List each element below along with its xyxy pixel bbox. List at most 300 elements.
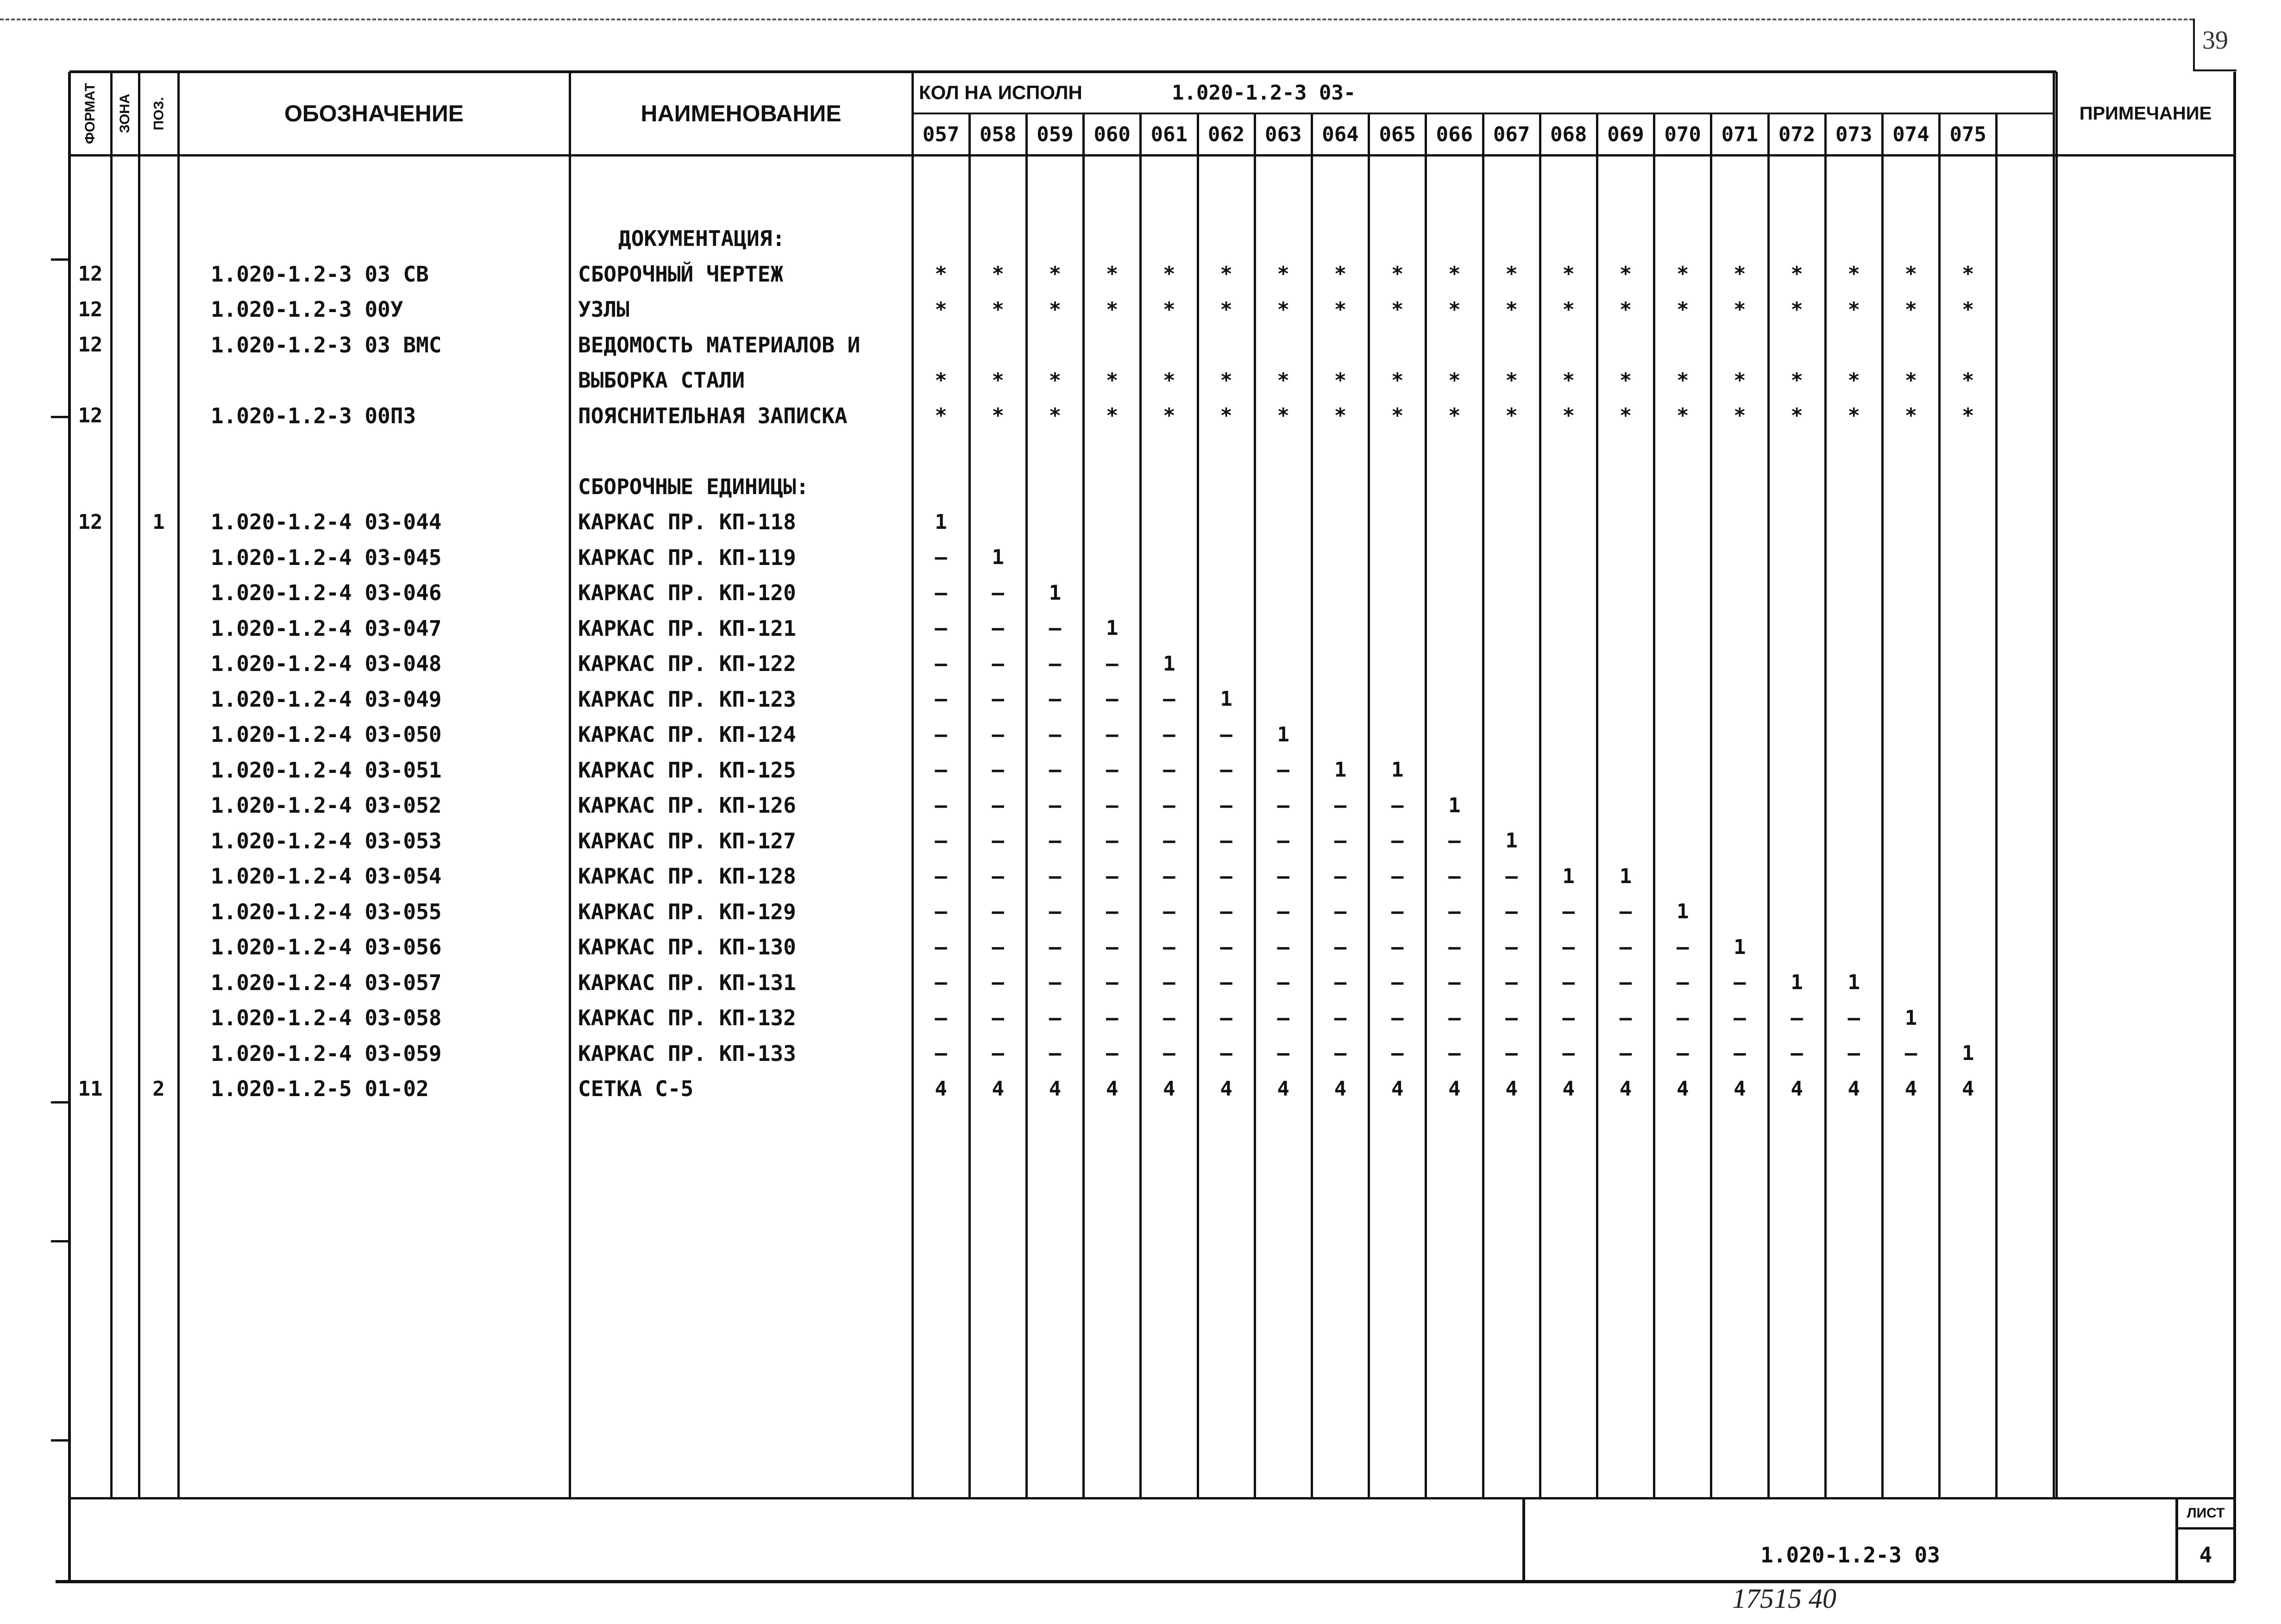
qty-cell-073: 4	[1847, 1077, 1860, 1101]
qty-cell-068: *	[1562, 404, 1575, 427]
qty-cell-062: –	[1220, 864, 1232, 888]
binding-tick	[51, 1101, 69, 1104]
qty-cell-067: –	[1505, 1006, 1518, 1030]
qty-cell-072: *	[1791, 404, 1803, 427]
qty-cell-069: 4	[1619, 1077, 1632, 1101]
qty-cell-066: 4	[1448, 1077, 1461, 1101]
row-name: КАРКАС ПР. КП-131	[578, 970, 796, 995]
column-rule	[2053, 72, 2055, 1498]
qty-cell-060: *	[1106, 297, 1119, 321]
qty-cell-061: –	[1163, 1006, 1175, 1030]
row-designation: 1.020-1.2-4 03-057	[211, 970, 442, 995]
header-note: ПРИМЕЧАНИЕ	[2079, 103, 2212, 124]
qty-cell-071: 1	[1734, 935, 1746, 959]
qty-cell-067: 4	[1505, 1077, 1518, 1101]
qty-cell-058: *	[992, 404, 1005, 427]
qty-cell-062: 1	[1220, 687, 1232, 711]
row-format: 12	[78, 404, 103, 427]
qty-cell-058: –	[992, 1041, 1005, 1065]
header-name: НАИМЕНОВАНИЕ	[641, 100, 842, 126]
row-name: КАРКАС ПР. КП-132	[578, 1005, 796, 1030]
row-designation: 1.020-1.2-3 00У	[211, 297, 403, 322]
qty-cell-057: *	[935, 404, 947, 427]
qty-cell-057: –	[935, 652, 947, 676]
qty-cell-063: *	[1277, 262, 1290, 286]
qty-cell-058: –	[992, 1006, 1005, 1030]
qty-cell-066: –	[1448, 971, 1461, 994]
row-designation: 1.020-1.2-4 03-055	[211, 899, 442, 924]
qty-cell-073: *	[1847, 404, 1860, 427]
qty-cell-070: *	[1676, 297, 1689, 321]
qty-cell-070: *	[1676, 368, 1689, 392]
variant-060: 060	[1093, 122, 1131, 146]
qty-cell-060: –	[1106, 722, 1119, 746]
binding-tick	[51, 258, 69, 261]
qty-cell-067: *	[1505, 262, 1518, 286]
variant-070: 070	[1664, 122, 1701, 146]
qty-cell-064: –	[1334, 793, 1347, 817]
qty-cell-070: –	[1676, 971, 1689, 994]
header-format: ФОРМАТ	[82, 82, 98, 144]
qty-cell-065: –	[1391, 793, 1404, 817]
row-name: КАРКАС ПР. КП-127	[578, 828, 796, 853]
qty-cell-059: *	[1049, 404, 1062, 427]
qty-cell-065: *	[1391, 297, 1404, 321]
variant-068: 068	[1550, 122, 1587, 146]
row-position: 1	[152, 510, 165, 534]
body-bottom-border	[69, 1497, 2235, 1499]
qty-cell-063: –	[1277, 935, 1290, 959]
qty-cell-060: –	[1106, 1006, 1119, 1030]
qty-cell-071: –	[1734, 971, 1746, 994]
qty-cell-058: *	[992, 262, 1005, 286]
qty-cell-057: –	[935, 616, 947, 640]
top-trim-line	[0, 19, 2193, 20]
qty-cell-072: 4	[1791, 1077, 1803, 1101]
variant-064: 064	[1322, 122, 1359, 146]
row-name: КАРКАС ПР. КП-119	[578, 545, 796, 570]
qty-cell-060: –	[1106, 793, 1119, 817]
qty-cell-061: *	[1163, 368, 1175, 392]
qty-cell-067: –	[1505, 971, 1518, 994]
qty-cell-067: 1	[1505, 829, 1518, 853]
row-name: КАРКАС ПР. КП-118	[578, 509, 796, 534]
qty-cell-073: *	[1847, 368, 1860, 392]
qty-cell-058: –	[992, 935, 1005, 959]
qty-cell-059: –	[1049, 616, 1062, 640]
qty-cell-074: *	[1904, 297, 1917, 321]
qty-cell-073: –	[1847, 1006, 1860, 1030]
qty-cell-060: *	[1106, 368, 1119, 392]
variant-069: 069	[1607, 122, 1644, 146]
qty-cell-070: *	[1676, 404, 1689, 427]
row-name: КАРКАС ПР. КП-130	[578, 934, 796, 959]
qty-cell-061: –	[1163, 935, 1175, 959]
qty-cell-069: *	[1619, 262, 1632, 286]
qty-cell-062: –	[1220, 793, 1232, 817]
qty-cell-065: –	[1391, 1041, 1404, 1065]
qty-cell-069: *	[1619, 404, 1632, 427]
qty-cell-065: *	[1391, 404, 1404, 427]
qty-cell-065: –	[1391, 935, 1404, 959]
row-name: КАРКАС ПР. КП-133	[578, 1041, 796, 1066]
row-designation: 1.020-1.2-4 03-059	[211, 1041, 442, 1066]
qty-cell-065: 1	[1391, 758, 1404, 782]
qty-cell-059: *	[1049, 262, 1062, 286]
qty-cell-071: *	[1734, 297, 1746, 321]
qty-cell-058: –	[992, 793, 1005, 817]
qty-cell-068: *	[1562, 368, 1575, 392]
header-zone: ЗОНА	[117, 94, 132, 133]
qty-cell-065: 4	[1391, 1077, 1404, 1101]
header-designation: ОБОЗНАЧЕНИЕ	[284, 100, 464, 126]
variant-072: 072	[1778, 122, 1816, 146]
row-name: ВЕДОМОСТЬ МАТЕРИАЛОВ И	[578, 332, 861, 357]
qty-cell-069: –	[1619, 1006, 1632, 1030]
row-format: 12	[78, 297, 103, 321]
qty-cell-064: –	[1334, 935, 1347, 959]
qty-cell-064: *	[1334, 368, 1347, 392]
qty-cell-070: –	[1676, 1041, 1689, 1065]
qty-cell-057: –	[935, 971, 947, 994]
qty-cell-063: –	[1277, 758, 1290, 782]
qty-cell-058: –	[992, 900, 1005, 923]
qty-cell-064: *	[1334, 404, 1347, 427]
qty-cell-061: –	[1163, 864, 1175, 888]
qty-cell-060: –	[1106, 864, 1119, 888]
qty-cell-075: 1	[1961, 1041, 1974, 1065]
qty-cell-060: –	[1106, 829, 1119, 853]
qty-cell-066: –	[1448, 935, 1461, 959]
qty-cell-074: 4	[1904, 1077, 1917, 1101]
qty-cell-058: –	[992, 829, 1005, 853]
qty-cell-066: –	[1448, 900, 1461, 923]
qty-cell-061: 1	[1163, 652, 1175, 676]
qty-cell-067: –	[1505, 900, 1518, 923]
row-name: КАРКАС ПР. КП-120	[578, 580, 796, 605]
row-name: ДОКУМЕНТАЦИЯ:	[618, 226, 785, 251]
row-name: УЗЛЫ	[578, 297, 629, 322]
qty-cell-057: –	[935, 581, 947, 605]
qty-cell-062: *	[1220, 262, 1232, 286]
qty-cell-059: –	[1049, 864, 1062, 888]
qty-cell-057: –	[935, 687, 947, 711]
qty-cell-059: –	[1049, 1006, 1062, 1030]
qty-cell-058: 4	[992, 1077, 1005, 1101]
qty-cell-068: –	[1562, 1006, 1575, 1030]
qty-cell-058: –	[992, 581, 1005, 605]
qty-cell-063: –	[1277, 864, 1290, 888]
qty-cell-070: *	[1676, 262, 1689, 286]
qty-cell-057: –	[935, 1006, 947, 1030]
qty-cell-071: –	[1734, 1006, 1746, 1030]
qty-cell-062: –	[1220, 1006, 1232, 1030]
row-designation: 1.020-1.2-3 00ПЗ	[211, 403, 416, 428]
qty-cell-073: *	[1847, 262, 1860, 286]
qty-cell-074: *	[1904, 368, 1917, 392]
qty-cell-057: –	[935, 900, 947, 923]
row-designation: 1.020-1.2-4 03-049	[211, 686, 442, 712]
qty-cell-064: 4	[1334, 1077, 1347, 1101]
qty-cell-059: –	[1049, 793, 1062, 817]
qty-cell-075: *	[1961, 262, 1974, 286]
qty-cell-058: –	[992, 758, 1005, 782]
qty-cell-063: 4	[1277, 1077, 1290, 1101]
row-format: 12	[78, 262, 103, 286]
qty-cell-057: –	[935, 935, 947, 959]
row-name: КАРКАС ПР. КП-122	[578, 651, 796, 676]
row-designation: 1.020-1.2-4 03-050	[211, 722, 442, 747]
variant-065: 065	[1379, 122, 1416, 146]
qty-cell-057: *	[935, 262, 947, 286]
variant-059: 059	[1037, 122, 1074, 146]
qty-cell-059: 4	[1049, 1077, 1062, 1101]
qty-cell-063: –	[1277, 829, 1290, 853]
qty-cell-061: 4	[1163, 1077, 1175, 1101]
qty-cell-057: 4	[935, 1077, 947, 1101]
qty-cell-069: –	[1619, 1041, 1632, 1065]
qty-cell-066: *	[1448, 368, 1461, 392]
qty-cell-068: –	[1562, 1041, 1575, 1065]
qty-cell-068: 4	[1562, 1077, 1575, 1101]
qty-cell-057: *	[935, 368, 947, 392]
row-designation: 1.020-1.2-3 03 ВМС	[211, 332, 442, 357]
qty-cell-059: –	[1049, 935, 1062, 959]
qty-cell-063: –	[1277, 971, 1290, 994]
qty-cell-062: –	[1220, 829, 1232, 853]
page-number: 39	[2202, 26, 2228, 55]
qty-cell-058: *	[992, 368, 1005, 392]
qty-cell-057: –	[935, 1041, 947, 1065]
frame-right-border	[2233, 72, 2236, 1581]
header-qty-doc: 1.020-1.2-3 03-	[1172, 81, 1356, 105]
qty-cell-075: *	[1961, 368, 1974, 392]
qty-cell-067: –	[1505, 935, 1518, 959]
qty-cell-062: –	[1220, 1041, 1232, 1065]
qty-cell-067: *	[1505, 297, 1518, 321]
qty-cell-060: *	[1106, 404, 1119, 427]
qty-cell-068: *	[1562, 262, 1575, 286]
row-name: СЕТКА С-5	[578, 1076, 694, 1101]
qty-cell-062: –	[1220, 758, 1232, 782]
qty-cell-059: –	[1049, 829, 1062, 853]
row-designation: 1.020-1.2-4 03-051	[211, 757, 442, 783]
row-designation: 1.020-1.2-3 03 СВ	[211, 261, 429, 287]
qty-cell-057: –	[935, 793, 947, 817]
qty-cell-073: *	[1847, 297, 1860, 321]
row-designation: 1.020-1.2-4 03-047	[211, 615, 442, 641]
qty-cell-062: –	[1220, 722, 1232, 746]
qty-cell-065: –	[1391, 1006, 1404, 1030]
qty-cell-068: 1	[1562, 864, 1575, 888]
qty-cell-066: –	[1448, 1006, 1461, 1030]
qty-cell-061: *	[1163, 404, 1175, 427]
binding-tick	[51, 1439, 69, 1442]
qty-cell-069: –	[1619, 900, 1632, 923]
qty-cell-063: *	[1277, 404, 1290, 427]
handwritten-note: 17515 40	[1732, 1583, 1836, 1614]
qty-cell-072: 1	[1791, 971, 1803, 994]
row-designation: 1.020-1.2-4 03-054	[211, 864, 442, 889]
qty-cell-068: –	[1562, 900, 1575, 923]
qty-cell-057: –	[935, 758, 947, 782]
qty-cell-059: –	[1049, 900, 1062, 923]
row-designation: 1.020-1.2-4 03-048	[211, 651, 442, 676]
qty-cell-065: *	[1391, 262, 1404, 286]
qty-cell-060: –	[1106, 758, 1119, 782]
variant-066: 066	[1436, 122, 1473, 146]
variant-071: 071	[1721, 122, 1759, 146]
qty-cell-071: –	[1734, 1041, 1746, 1065]
qty-cell-059: *	[1049, 368, 1062, 392]
qty-cell-065: *	[1391, 368, 1404, 392]
qty-cell-061: –	[1163, 1041, 1175, 1065]
row-name: ПОЯСНИТЕЛЬНАЯ ЗАПИСКА	[578, 403, 848, 428]
qty-cell-064: 1	[1334, 758, 1347, 782]
qty-cell-063: –	[1277, 1006, 1290, 1030]
qty-cell-065: –	[1391, 864, 1404, 888]
qty-cell-062: 4	[1220, 1077, 1232, 1101]
variant-075: 075	[1949, 122, 1986, 146]
qty-cell-067: –	[1505, 1041, 1518, 1065]
qty-cell-064: –	[1334, 864, 1347, 888]
qty-cell-059: 1	[1049, 581, 1062, 605]
qty-cell-071: *	[1734, 262, 1746, 286]
qty-cell-067: *	[1505, 404, 1518, 427]
qty-cell-060: 4	[1106, 1077, 1119, 1101]
qty-cell-066: *	[1448, 262, 1461, 286]
qty-cell-069: *	[1619, 368, 1632, 392]
qty-cell-067: –	[1505, 864, 1518, 888]
qty-cell-065: –	[1391, 971, 1404, 994]
qty-cell-064: *	[1334, 297, 1347, 321]
qty-cell-071: 4	[1734, 1077, 1746, 1101]
qty-cell-068: –	[1562, 935, 1575, 959]
qty-cell-064: –	[1334, 900, 1347, 923]
qty-cell-057: –	[935, 722, 947, 746]
qty-cell-072: *	[1791, 262, 1803, 286]
row-designation: 1.020-1.2-4 03-052	[211, 793, 442, 818]
qty-cell-060: *	[1106, 262, 1119, 286]
qty-cell-070: 1	[1676, 900, 1689, 923]
qty-cell-058: –	[992, 971, 1005, 994]
qty-cell-068: –	[1562, 971, 1575, 994]
qty-cell-058: *	[992, 297, 1005, 321]
qty-cell-062: –	[1220, 900, 1232, 923]
qty-cell-062: *	[1220, 404, 1232, 427]
column-rule	[177, 72, 180, 1498]
row-position: 2	[152, 1077, 165, 1101]
variant-073: 073	[1835, 122, 1873, 146]
note-column-rule	[2055, 72, 2058, 1498]
document-code: 1.020-1.2-3 03	[1760, 1542, 1940, 1568]
qty-cell-061: –	[1163, 900, 1175, 923]
qty-cell-058: –	[992, 616, 1005, 640]
row-name: КАРКАС ПР. КП-124	[578, 722, 796, 747]
qty-cell-060: –	[1106, 935, 1119, 959]
qty-cell-060: –	[1106, 1041, 1119, 1065]
binding-tick	[51, 416, 69, 418]
qty-cell-070: 4	[1676, 1077, 1689, 1101]
row-name: СБОРОЧНЫЕ ЕДИНИЦЫ:	[578, 474, 809, 499]
qty-cell-073: –	[1847, 1041, 1860, 1065]
qty-cell-058: –	[992, 722, 1005, 746]
qty-cell-075: *	[1961, 297, 1974, 321]
sheet-label: ЛИСТ	[2187, 1505, 2225, 1521]
variant-062: 062	[1207, 122, 1245, 146]
qty-cell-059: –	[1049, 1041, 1062, 1065]
qty-cell-065: –	[1391, 829, 1404, 853]
qty-cell-071: *	[1734, 368, 1746, 392]
row-name: КАРКАС ПР. КП-126	[578, 793, 796, 818]
qty-cell-075: *	[1961, 404, 1974, 427]
qty-cell-074: 1	[1904, 1006, 1917, 1030]
qty-cell-061: –	[1163, 758, 1175, 782]
row-designation: 1.020-1.2-4 03-046	[211, 580, 442, 605]
sheet-number: 4	[2199, 1542, 2212, 1568]
column-rule	[569, 72, 571, 1498]
qty-cell-060: –	[1106, 900, 1119, 923]
row-designation: 1.020-1.2-5 01-02	[211, 1076, 429, 1101]
qty-cell-063: *	[1277, 297, 1290, 321]
qty-cell-066: –	[1448, 864, 1461, 888]
qty-cell-073: 1	[1847, 971, 1860, 994]
qty-cell-060: 1	[1106, 616, 1119, 640]
row-name: КАРКАС ПР. КП-125	[578, 757, 796, 783]
qty-cell-070: –	[1676, 1006, 1689, 1030]
qty-cell-059: –	[1049, 687, 1062, 711]
qty-cell-074: –	[1904, 1041, 1917, 1065]
qty-cell-058: –	[992, 652, 1005, 676]
qty-cell-059: –	[1049, 652, 1062, 676]
qty-cell-062: *	[1220, 297, 1232, 321]
qty-cell-061: –	[1163, 793, 1175, 817]
qty-cell-072: *	[1791, 368, 1803, 392]
qty-cell-058: –	[992, 864, 1005, 888]
qty-cell-066: 1	[1448, 793, 1461, 817]
qty-cell-069: –	[1619, 935, 1632, 959]
variant-074: 074	[1892, 122, 1929, 146]
qty-cell-066: *	[1448, 404, 1461, 427]
variant-067: 067	[1493, 122, 1530, 146]
binding-tick	[51, 1240, 69, 1242]
qty-cell-061: –	[1163, 722, 1175, 746]
qty-cell-068: *	[1562, 297, 1575, 321]
row-name: КАРКАС ПР. КП-129	[578, 899, 796, 924]
qty-cell-072: *	[1791, 297, 1803, 321]
qty-cell-074: *	[1904, 404, 1917, 427]
row-designation: 1.020-1.2-4 03-056	[211, 934, 442, 959]
row-designation: 1.020-1.2-4 03-053	[211, 828, 442, 853]
qty-cell-062: *	[1220, 368, 1232, 392]
qty-cell-061: –	[1163, 971, 1175, 994]
qty-cell-059: –	[1049, 758, 1062, 782]
qty-cell-063: –	[1277, 900, 1290, 923]
qty-cell-072: –	[1791, 1041, 1803, 1065]
qty-cell-066: –	[1448, 829, 1461, 853]
variant-061: 061	[1150, 122, 1188, 146]
qty-cell-063: –	[1277, 793, 1290, 817]
qty-cell-058: 1	[992, 546, 1005, 569]
qty-cell-075: 4	[1961, 1077, 1974, 1101]
qty-cell-063: *	[1277, 368, 1290, 392]
row-designation: 1.020-1.2-4 03-045	[211, 545, 442, 570]
qty-cell-066: –	[1448, 1041, 1461, 1065]
row-name: ВЫБОРКА СТАЛИ	[578, 368, 745, 393]
qty-cell-067: *	[1505, 368, 1518, 392]
variant-058: 058	[980, 122, 1017, 146]
qty-cell-064: –	[1334, 829, 1347, 853]
